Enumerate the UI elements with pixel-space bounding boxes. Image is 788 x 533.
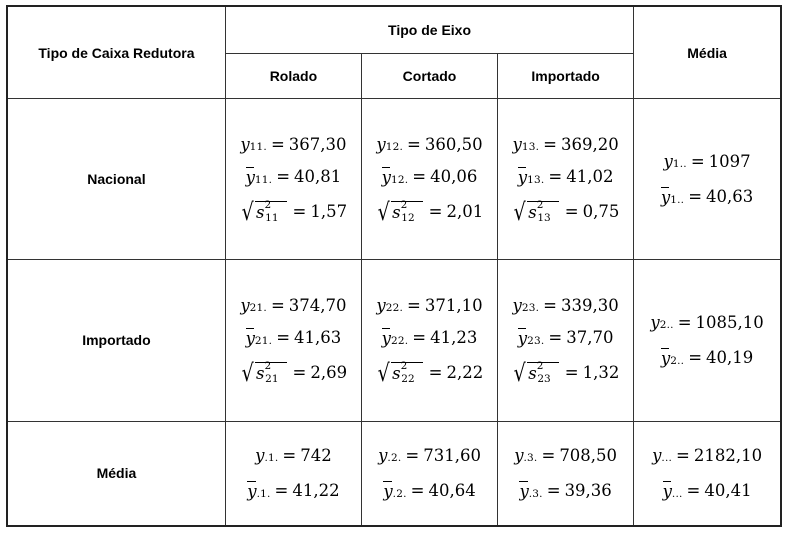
row-label-media: Média — [7, 421, 225, 526]
row-label-importado: Importado — [7, 260, 225, 421]
stat-mean: y 2.. = 40,19 — [660, 348, 754, 368]
cell-importado-cortado — [361, 260, 497, 421]
stat-mean: y .2. = 40,64 — [383, 481, 476, 501]
stat-sd: √ $s^213$ = 0,75 — [513, 197, 620, 226]
cell-media-media — [634, 421, 781, 526]
stat-total: y 1.. = 1097 — [663, 151, 751, 171]
header-group-tipo-de-eixo: Tipo de Eixo — [225, 6, 633, 54]
stat-total: y 2.. = 1085,10 — [650, 312, 764, 332]
stat-total: y 23. = 339,30 — [512, 295, 619, 315]
stat-mean: y 13. = 41,02 — [517, 167, 614, 187]
stat-total: y 13. = 369,20 — [512, 134, 619, 154]
table-row — [7, 421, 781, 526]
cell-media-cortado — [361, 421, 497, 526]
header-row-label: Tipo de Caixa Redutora — [7, 6, 225, 99]
stat-total: y 12. = 360,50 — [376, 134, 483, 154]
stat-mean: y 22. = 41,23 — [381, 328, 478, 348]
anova-summary-table — [6, 5, 782, 527]
stat-mean: y 23. = 37,70 — [517, 328, 614, 348]
cell-media-importado — [498, 421, 634, 526]
cell-nacional-media — [634, 99, 781, 260]
table-row — [7, 99, 781, 260]
header-col-rolado: Rolado — [225, 54, 361, 99]
table-row — [7, 260, 781, 421]
cell-importado-importado — [498, 260, 634, 421]
stat-mean: y 11. = 40,81 — [245, 167, 342, 187]
stat-mean: y 1.. = 40,63 — [660, 187, 754, 207]
row-label-nacional: Nacional — [7, 99, 225, 260]
cell-nacional-cortado — [361, 99, 497, 260]
stat-mean: y 12. = 40,06 — [381, 167, 478, 187]
stat-total: y 21. = 374,70 — [240, 295, 347, 315]
stat-mean: y .3. = 39,36 — [519, 481, 612, 501]
cell-nacional-rolado — [225, 99, 361, 260]
cell-nacional-importado — [498, 99, 634, 260]
table-header-row-top — [7, 6, 781, 54]
stat-total: y .3. = 708,50 — [514, 445, 618, 465]
stat-mean: y 21. = 41,63 — [245, 328, 342, 348]
header-col-importado: Importado — [498, 54, 634, 99]
cell-media-rolado — [225, 421, 361, 526]
cell-importado-media — [634, 260, 781, 421]
header-col-cortado: Cortado — [361, 54, 497, 99]
stat-mean: y .1. = 41,22 — [247, 481, 340, 501]
stat-total: y 22. = 371,10 — [376, 295, 483, 315]
stat-sd: √ $s^211$ = 1,57 — [241, 197, 348, 226]
cell-importado-rolado — [225, 260, 361, 421]
stat-mean: y ... = 40,41 — [662, 481, 752, 501]
stat-total: y 11. = 367,30 — [240, 134, 347, 154]
stat-total: y .2. = 731,60 — [378, 445, 481, 465]
stat-total: y .1. = 742 — [255, 445, 332, 465]
stat-total: y ... = 2182,10 — [652, 445, 763, 465]
stat-sd: √ $s^222$ = 2,22 — [377, 358, 484, 387]
stat-sd: √ $s^212$ = 2,01 — [377, 197, 484, 226]
stat-sd: √ $s^221$ = 2,69 — [241, 358, 348, 387]
header-media: Média — [634, 6, 781, 99]
stat-sd: √ $s^223$ = 1,32 — [513, 358, 620, 387]
